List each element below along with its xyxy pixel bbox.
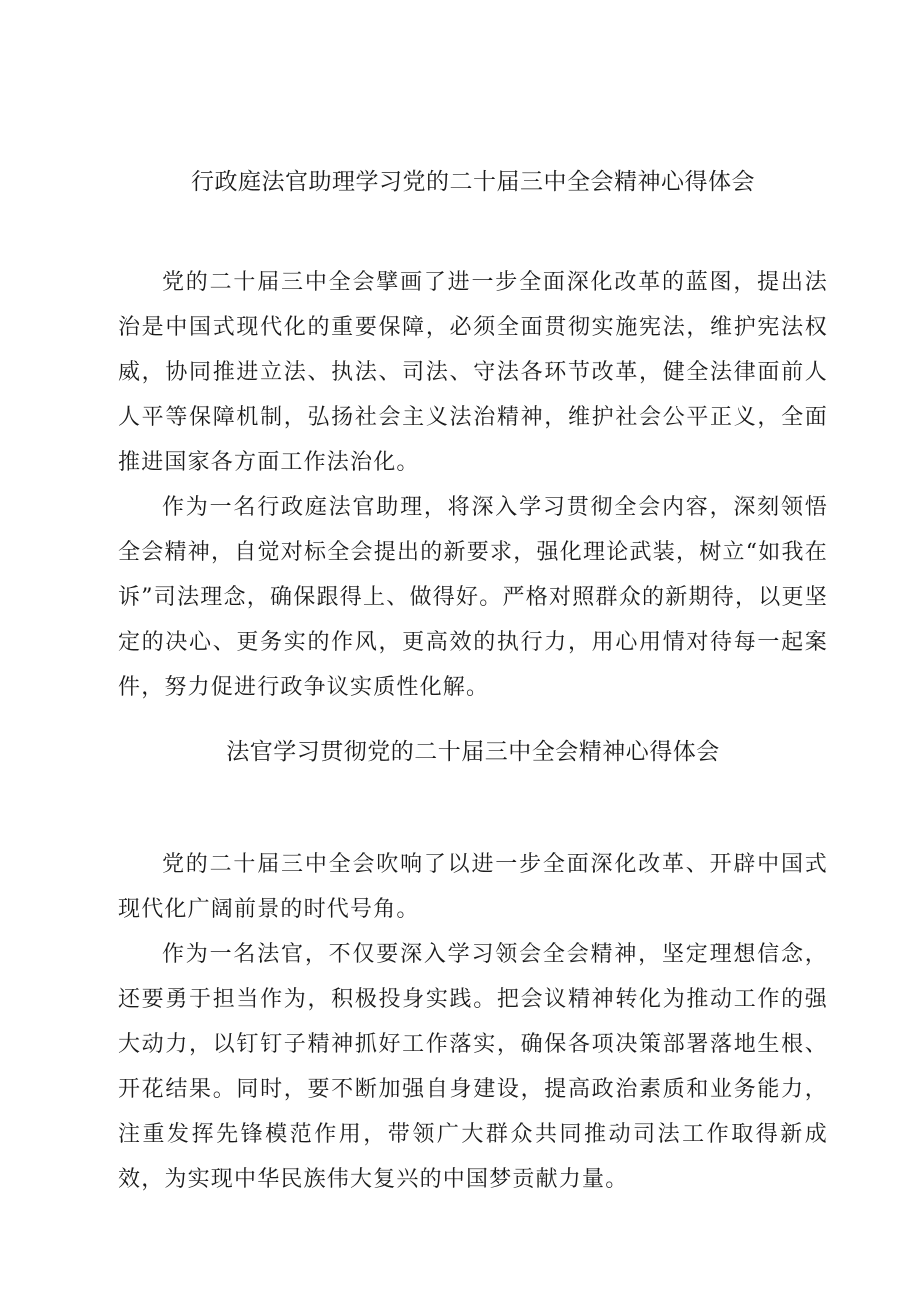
article-2 <box>118 730 828 1202</box>
article-1-paragraph-2: 作为一名行政庭法官助理，将深入学习贯彻全会内容，深刻领悟全会精神，自觉对标全会提出的新要求，强化理论武装，树立“如我在诉”司法理念，确保跟得上、做得好。严格对照群众的新期待，以更坚定的决心、更务实的作风，更高效的执行力，用心用情对待每一起案件，努力促进行政争议实质性化解。 <box>118 495 828 700</box>
article-2-paragraph-1: 党的二十届三中全会吹响了以进一步全面深化改革、开辟中国式现代化广阔前景的时代号角。 <box>118 852 828 922</box>
article-2-title: 法官学习贯彻党的二十届三中全会精神心得体会 <box>226 739 720 765</box>
article-1 <box>118 160 828 710</box>
article-2-paragraph-2: 作为一名法官，不仅要深入学习领会全会精神，坚定理想信念，还要勇于担当作为，积极投身实践。把会议精神转化为推动工作的强大动力，以钉钉子精神抓好工作落实，确保各项决策部署落地生根、开花结果。同时，要不断加强自身建设，提高政治素质和业务能力，注重发挥先锋模范作用，带领广大群众共同推动司法工作取得新成效，为实现中华民族伟大复兴的中国梦贡献力量。 <box>118 942 828 1192</box>
article-1-paragraph-1: 党的二十届三中全会擘画了进一步全面深化改革的蓝图，提出法治是中国式现代化的重要保障，必须全面贯彻实施宪法，维护宪法权威，协同推进立法、执法、司法、守法各环节改革，健全法律面前人人平等保障机制，弘扬社会主义法治精神，维护社会公平正义，全面推进国家各方面工作法治化。 <box>118 270 828 475</box>
article-1-title: 行政庭法官助理学习党的二十届三中全会精神心得体会 <box>191 169 755 195</box>
